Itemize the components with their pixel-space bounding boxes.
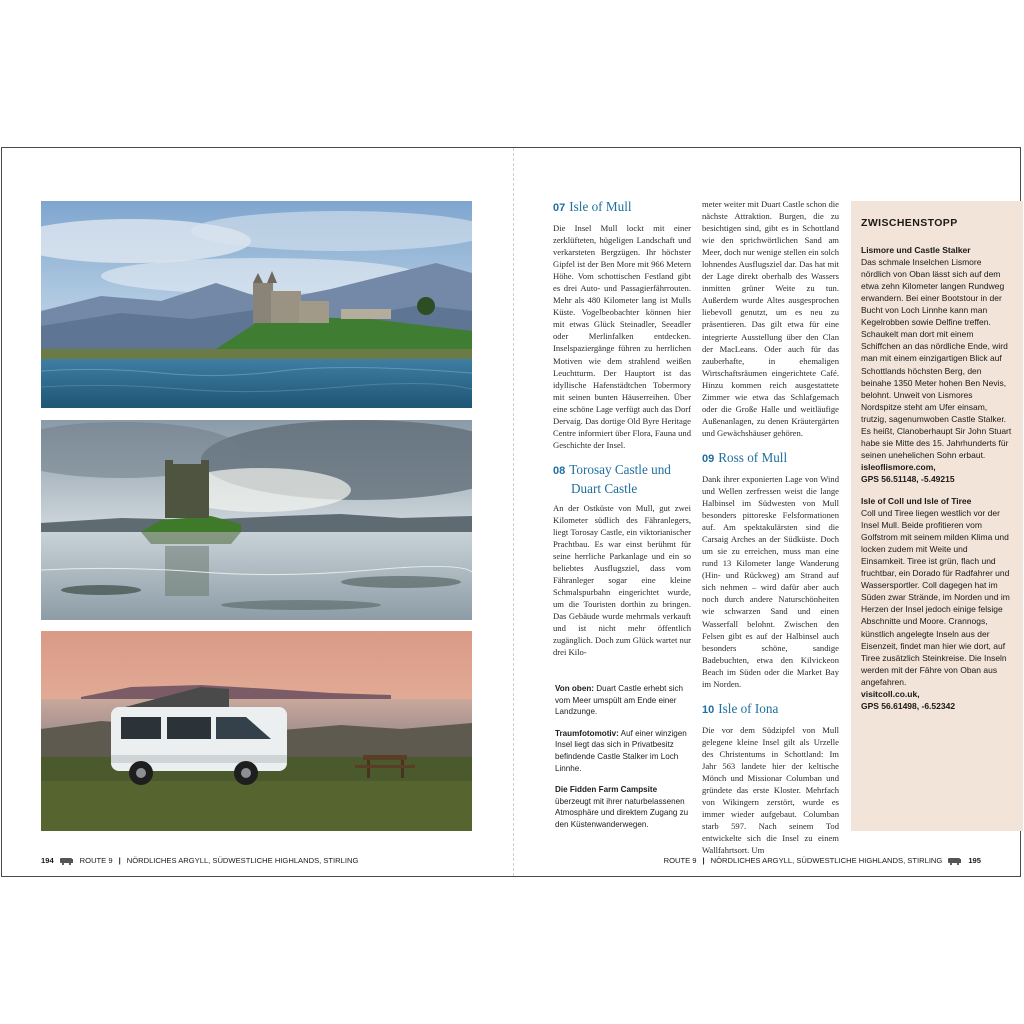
caption-3: Die Fidden Farm Campsite überzeugt mit ihrer naturbelassenen Atmosphäre und direktem Zugang zu den Küstenwanderwegen. xyxy=(555,785,689,829)
campervan-photo xyxy=(41,631,472,831)
sidebar-block-text: Das schmale Inselchen Lismore nördlich von Oban lässt sich auf dem etwa zehn Kilometer langen Rundweg erwandern. Bei einer Bootstour in der Bucht von Loch Linnhe kann man Kegelrobben sowie Delfine treffen. Schaukelt man dort mit einem Schiffchen an das nördliche Ende, wird man mit einem einzigartigen Blick auf Schottlands höchsten Berg, den beinahe 1350 Meter hohen Ben Nevis, belohnt. Unweit von Lismores Nordspitze steht am Ufer einsam, trutzig, sagenumwoben Castle Stalker. Es heißt, Clanoberhaupt Sir John Stuart habe sie Mitte des 15. Jahrhunderts für seinen unehelichen Sohn erbaut. xyxy=(861,257,1012,460)
campervan-icon xyxy=(948,857,962,865)
section-heading-07: 07 Isle of Mull xyxy=(553,199,632,214)
footer-separator: | xyxy=(118,856,121,865)
zwischenstopp-sidebar xyxy=(851,201,1023,831)
text-column-2 xyxy=(702,198,839,856)
page-number-right: 195 xyxy=(968,856,981,865)
page-gutter xyxy=(513,148,514,876)
section-text-07: Die Insel Mull lockt mit einer zerklüfteten, hügeligen Landschaft und verkarsteten Bergzügen. Ihr höchster Gipfel ist der Ben More mit 966 Metern Höhe. Vom schottischen Festland gibt es drei Auto- und Passagierfährrouten. Mehr als 480 Kilometer lang ist Mulls Küste. Vogelbeobachter können hier mit etwas Glück Steinadler, Seeadler oder Merlinfalken entdecken. Inselspaziergänge führen zu herrlichen Motiven wie dem strahlend weißen Leuchtturm. Der Hauptort ist das idyllische Hafenstädtchen Tobermory mit seinen bunten Häuserreihen. Über eine schöne Lage verfügt auch das Dorf Dervaig. Das dortige Old Byre Heritage Centre informiert über Flora, Fauna und Geschichte der Insel. xyxy=(553,223,691,450)
caption-1: Von oben: Duart Castle erhebt sich vom Meer umspült am Ende einer Landzunge. xyxy=(555,684,684,717)
sidebar-link[interactable]: visitcoll.co.uk, xyxy=(861,688,920,699)
section-text-08-continued: meter weiter mit Duart Castle schon die nächste Attraktion. Burgen, die zu besichtigen sind, gibt es in Schottland wie den sprichwörtlichen Sand am Meer, doch nur wenige stellen ein solch lohnendes Ausflugsziel dar. Das hat mit der Lage direkt oberhalb des Wassers inmitten grüner Weite zu tun. Außerdem wurde Altes ausgesprochen liebevoll genutzt, um es neu zu präsentieren. Das gilt etwa für eine integrierte Ausstellung über den Clan der MacLeans. Oder auch für das zauberhafte, in ehemaligen Wirtschaftsräumen eingerichtete Café. Hinzu kommen reich ausgestattete Zimmer wie etwa das Schlafgemach oder die Große Halle und weitläufige Außenanlagen, zu denen Kräutergärten und Gewächshäuser gehören. xyxy=(702,199,839,438)
page-number-left: 194 xyxy=(41,856,54,865)
sidebar-block-title: Isle of Coll und Isle of Tiree xyxy=(861,495,972,506)
sidebar-gps: GPS 56.51148, -5.49215 xyxy=(861,473,955,484)
book-spread xyxy=(1,147,1021,877)
sidebar-block-coll-tiree xyxy=(861,495,1013,712)
photo-captions xyxy=(555,683,691,841)
sidebar-gps: GPS 56.61498, -6.52342 xyxy=(861,700,956,711)
text-column-1 xyxy=(553,198,691,659)
duart-castle-photo xyxy=(41,201,472,408)
sidebar-block-title: Lismore und Castle Stalker xyxy=(861,245,971,256)
footer-left xyxy=(41,856,358,865)
caption-2: Traumfotomotiv: Auf einer winzigen Insel liegt das sich in Privatbesitz befindende Castle Stalker im Loch Linnhe. xyxy=(555,728,687,773)
route-title-right: NÖRDLICHES ARGYLL, SÜDWESTLICHE HIGHLANDS, STIRLING xyxy=(710,856,943,865)
section-heading-10: 10 Isle of Iona xyxy=(702,700,779,716)
footer-separator: | xyxy=(702,856,705,865)
route-title-left: NÖRDLICHES ARGYLL, SÜDWESTLICHE HIGHLANDS, STIRLING xyxy=(126,856,359,865)
castle-stalker-photo xyxy=(41,420,472,620)
campervan-icon xyxy=(60,857,74,865)
section-text-09: Dank ihrer exponierten Lage von Wind und Wellen zerfressen weist die lange Halbinsel im Südwesten von Mull besonders pittoreske Felsformationen auf. Am spektakulärsten sind die Carsaig Arches an der Südküste. Doch um sie zu erreichen, muss man eine rund 13 Kilometer lange Wanderung (Hin- und Rückweg) am Strand auf sich nehmen – wird dafür aber auch noch durch andere Naturschönheiten wie schwarzen Sand und einen Wasserfall belohnt. Zwischen den Felsen gibt es auf der Halbinsel auch besonders schöne, sandige Badebuchten, etwa den Kilvickeon Beach im Süden oder die Market Bay im Norden. xyxy=(702,473,839,689)
sidebar-block-text: Coll und Tiree liegen westlich vor der Insel Mull. Beide profitieren vom Golfstrom mit seinem milden Klima und locken zudem mit Weite und Einsamkeit. Tiree ist grün, flach und fruchtbar, ein Dorado für Radfahrer und Wassersportler. Coll dagegen hat im Süden zwar Strände, im Norden und im Herzen der Insel jedoch einige felsige Abschnitte und Moore. Crannogs, künstlich angelegte Inseln aus der Eisenzeit, findet man hier wie dort, auf Tiree zusätzlich Steinkreise. Die Inseln werden mit der Fähre von Oban aus angefahren. xyxy=(861,508,1010,687)
sidebar-heading: ZWISCHENSTOPP xyxy=(861,217,958,229)
section-heading-09: 09 Ross of Mull xyxy=(702,449,788,465)
section-heading-08: 08 Torosay Castle und Duart Castle xyxy=(553,461,671,496)
route-label-right: ROUTE 9 xyxy=(663,856,697,865)
sidebar-link[interactable]: isleoflismore.com, xyxy=(861,461,936,472)
footer-right xyxy=(664,856,981,865)
section-text-10: Die vor dem Südzipfel von Mull gelegene kleine Insel gilt als Urzelle des Christentums in Schottland: Im Jahr 563 landete hier der keltische Mönch und Missionar Columban und gründete das erste Kloster. Mehrfach von Wikingern zerstört, wurde es immer wieder aufgebaut. Columban starb 597. Nach seinem Tod entwickelte sich die Insel zu einem Wallfahrtsort. Um xyxy=(702,724,839,856)
sidebar-block-lismore xyxy=(861,244,1013,485)
section-text-08: An der Ostküste von Mull, gut zwei Kilometer südlich des Fähranlegers, liegt Torosay Castle, ein viktorianischer Prachtbau. Es war einst berühmt für seine herrliche Parkanlage und ein so beliebtes Ausflugsziel, dass vom Fähranleger sogar eine kleine Schmalspurbahn eingerichtet wurde, um die Touristen dorthin zu bringen. Das Gebäude wurde mehrmals verkauft und ist nicht mehr öffentlich zugänglich. Doch zum Glück wartet nur drei Kilo- xyxy=(553,502,691,658)
route-label-left: ROUTE 9 xyxy=(79,856,113,865)
